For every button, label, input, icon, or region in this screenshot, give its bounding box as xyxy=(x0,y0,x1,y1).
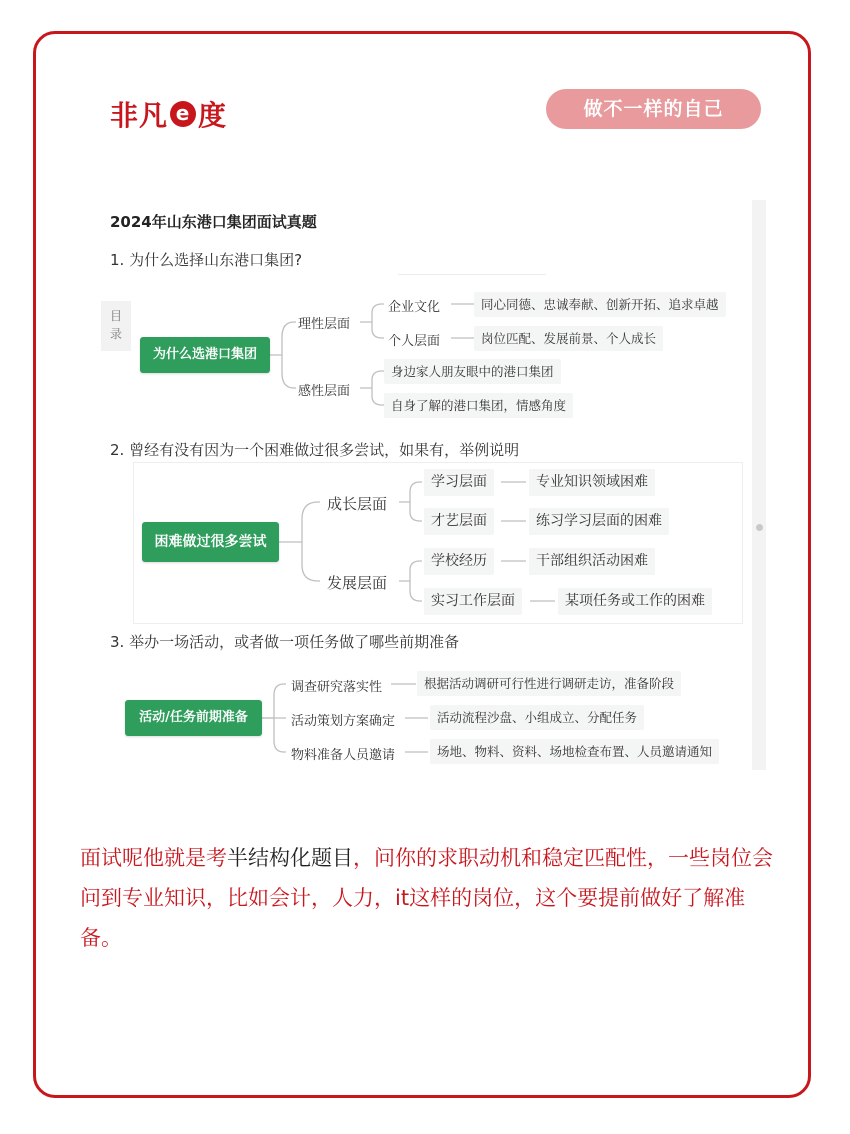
mindmap3-root: 活动/任务前期准备 xyxy=(125,700,262,736)
mindmap1-detail-culture: 同心同德、忠诚奉献、创新开拓、追求卓越 xyxy=(474,292,726,317)
mindmap2-detail-talent: 练习学习层面的困难 xyxy=(529,508,669,535)
mindmap2-root: 困难做过很多尝试 xyxy=(142,522,279,562)
footer-text-2: ，问你的求职动机和稳定匹配性，一些岗位会问到专业知识，比如会计，人力，it这样的岗位，这个要提前做好了解准备。 xyxy=(80,846,773,950)
mindmap1-node-self: 自身了解的港口集团，情感角度 xyxy=(384,393,573,418)
mindmap3-detail-plan: 活动流程沙盘、小组成立、分配任务 xyxy=(430,705,644,730)
mindmap3-detail-material: 场地、物料、资料、场地检查布置、人员邀请通知 xyxy=(430,739,719,764)
mindmap2-node-study: 学习层面 xyxy=(424,469,494,496)
mindmap3-branch-research: 调查研究落实性 xyxy=(291,680,383,695)
question-3: 3. 举办一场活动，或者做一项任务做了哪些前期准备 xyxy=(110,633,460,651)
mindmap3-detail-research: 根据活动调研可行性进行调研走访，准备阶段 xyxy=(417,671,681,696)
slogan-badge: 做不一样的自己 xyxy=(546,89,761,129)
mindmap1-branch-rational: 理性层面 xyxy=(298,317,351,332)
question-1: 1. 为什么选择山东港口集团? xyxy=(110,251,303,269)
mindmap2-branch-development: 发展层面 xyxy=(327,574,388,592)
mindmap1-branch-emotional: 感性层面 xyxy=(298,384,351,399)
footer-highlight: 半结构化题目 xyxy=(227,846,353,870)
mindmap2-node-school: 学校经历 xyxy=(424,548,494,575)
logo-text-2: 度 xyxy=(198,99,228,132)
mindmap3-branch-material: 物料准备人员邀请 xyxy=(291,748,396,763)
mindmap2-branch-growth: 成长层面 xyxy=(327,495,388,513)
logo-text-1: 非凡 xyxy=(110,99,169,132)
mindmap2-node-intern: 实习工作层面 xyxy=(424,588,522,615)
question-2: 2. 曾经有没有因为一个困难做过很多尝试，如果有，举例说明 xyxy=(110,441,520,459)
document-title: 2024年山东港口集团面试真题 xyxy=(110,213,317,231)
footer-note xyxy=(80,838,780,958)
mindmap1-detail-personal: 岗位匹配、发展前景、个人成长 xyxy=(474,326,663,351)
footer-text-1: 面试呢他就是考 xyxy=(80,846,227,870)
toc-label: 目录 xyxy=(110,309,123,341)
mindmap2-detail-school: 干部组织活动困难 xyxy=(529,548,655,575)
mindmap2-detail-study: 专业知识领域困难 xyxy=(529,469,655,496)
mindmap1-node-culture: 企业文化 xyxy=(388,300,441,315)
mindmap1-node-family: 身边家人朋友眼中的港口集团 xyxy=(384,359,561,384)
mindmap2-node-talent: 才艺层面 xyxy=(424,508,494,535)
mindmap1-root: 为什么选港口集团 xyxy=(140,337,270,373)
mindmap3-branch-plan: 活动策划方案确定 xyxy=(291,714,396,729)
logo-e-icon: e xyxy=(170,101,196,127)
mindmap2-detail-intern: 某项任务或工作的困难 xyxy=(558,588,712,615)
mindmap1-node-personal: 个人层面 xyxy=(388,334,441,349)
